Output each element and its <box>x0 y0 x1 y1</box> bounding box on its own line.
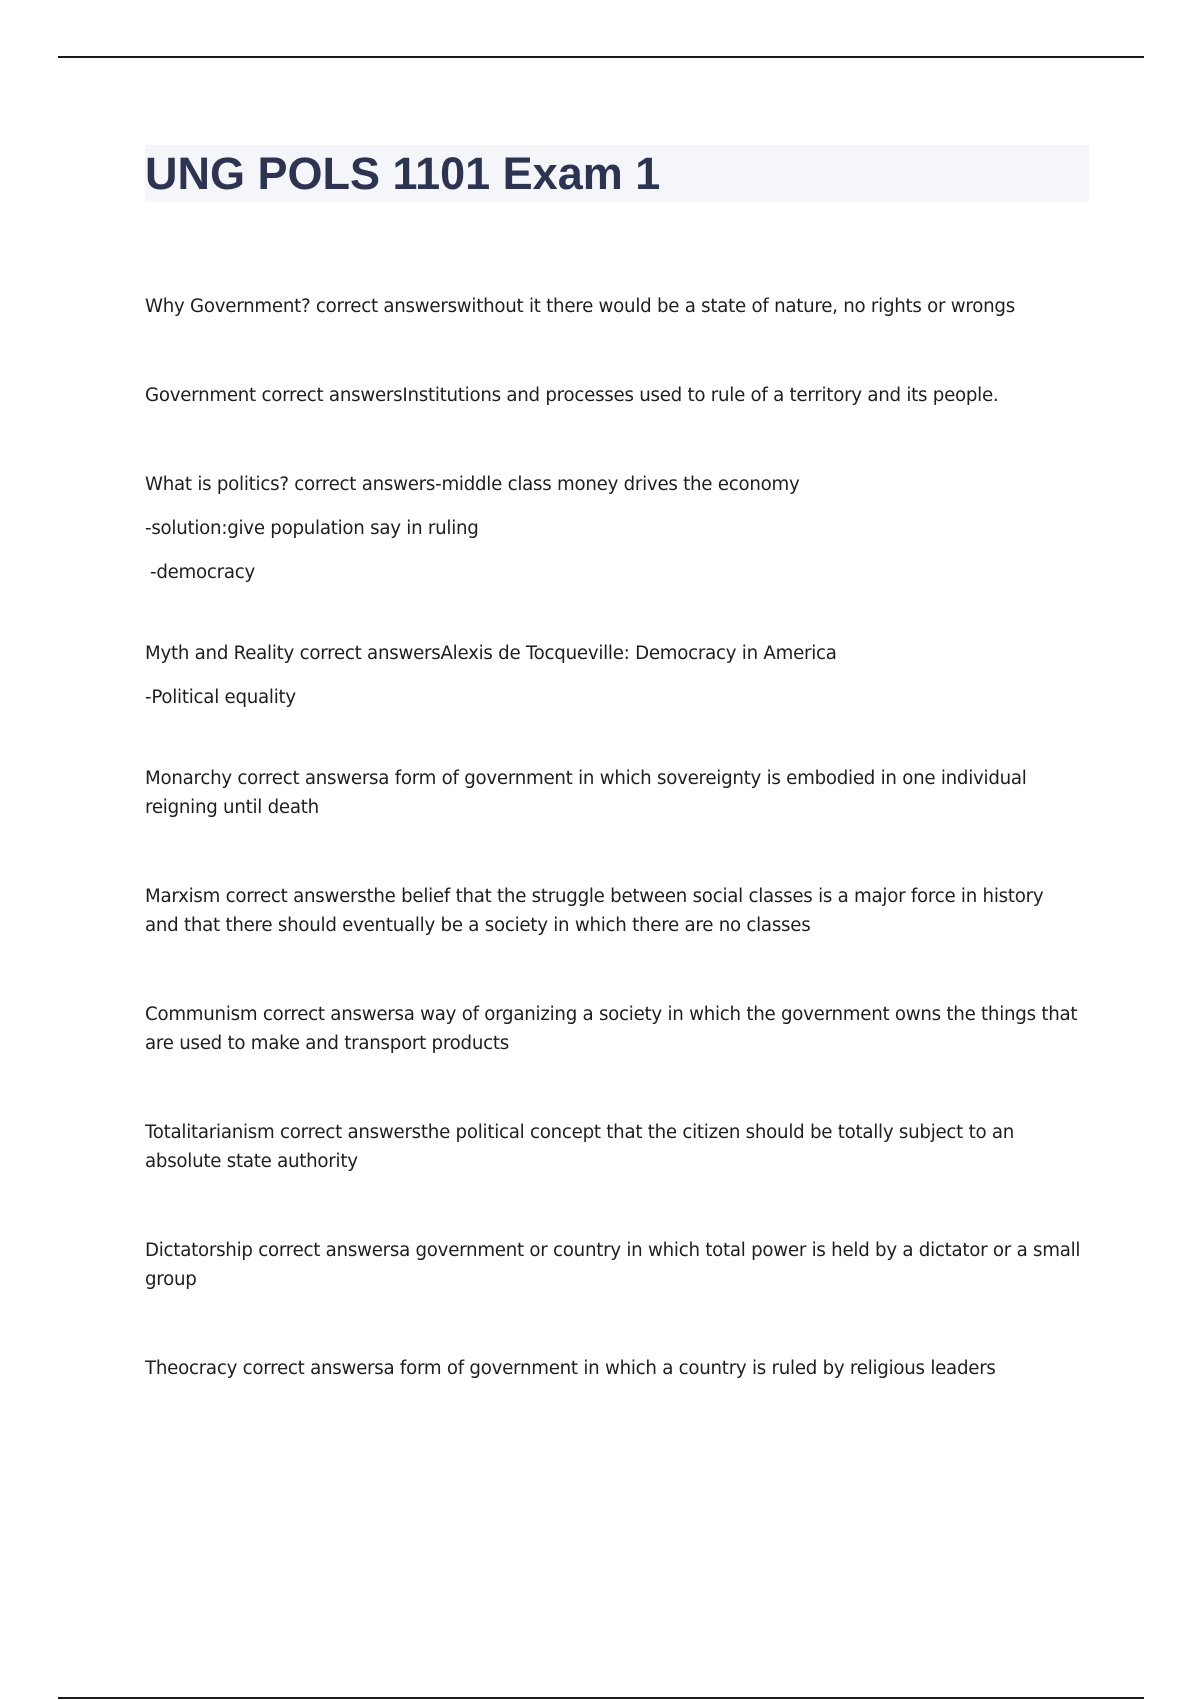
entry-government <box>145 381 1095 410</box>
entry-text: Totalitarianism correct answersthe political concept that the citizen should be totally subject to an <box>145 1122 1015 1143</box>
entry-monarchy <box>145 764 1095 822</box>
bottom-rule <box>58 1697 1144 1699</box>
entry-subline: -Political equality <box>145 687 296 708</box>
entry-marxism <box>145 882 1095 940</box>
entry-what-is-politics <box>145 470 1095 587</box>
entry-text: Dictatorship correct answersa government or country in which total power is held by a dictator or a small <box>145 1240 1081 1261</box>
entry-subline: -democracy <box>150 562 256 583</box>
entry-text: What is politics? correct answers-middle class money drives the economy <box>145 474 800 495</box>
entry-myth-and-reality <box>145 639 1095 712</box>
entry-dictatorship <box>145 1236 1095 1294</box>
entry-subline: -solution:give population say in ruling <box>145 518 479 539</box>
entry-text-continued: are used to make and transport products <box>145 1033 509 1054</box>
entry-theocracy <box>145 1354 1095 1383</box>
document-body <box>145 292 1095 1443</box>
entry-text: Government correct answersInstitutions and processes used to rule of a territory and its people. <box>145 385 999 406</box>
entry-why-government <box>145 292 1095 321</box>
top-rule <box>58 56 1144 58</box>
entry-text: Marxism correct answersthe belief that the struggle between social classes is a major force in history <box>145 886 1044 907</box>
entry-totalitarianism <box>145 1118 1095 1176</box>
entry-text: Communism correct answersa way of organizing a society in which the government owns the things that <box>145 1004 1078 1025</box>
entry-text: Why Government? correct answerswithout it there would be a state of nature, no rights or wrongs <box>145 296 1015 317</box>
document-title: UNG POLS 1101 Exam 1 <box>145 148 661 199</box>
entry-text: Myth and Reality correct answersAlexis de Tocqueville: Democracy in America <box>145 643 837 664</box>
entry-text: Monarchy correct answersa form of government in which sovereignty is embodied in one individual <box>145 768 1027 789</box>
entry-communism <box>145 1000 1095 1058</box>
entry-text-continued: group <box>145 1269 197 1290</box>
entry-text-continued: and that there should eventually be a society in which there are no classes <box>145 915 811 936</box>
entry-text-continued: absolute state authority <box>145 1151 358 1172</box>
entry-text: Theocracy correct answersa form of government in which a country is ruled by religious leaders <box>145 1358 996 1379</box>
entry-text-continued: reigning until death <box>145 797 319 818</box>
